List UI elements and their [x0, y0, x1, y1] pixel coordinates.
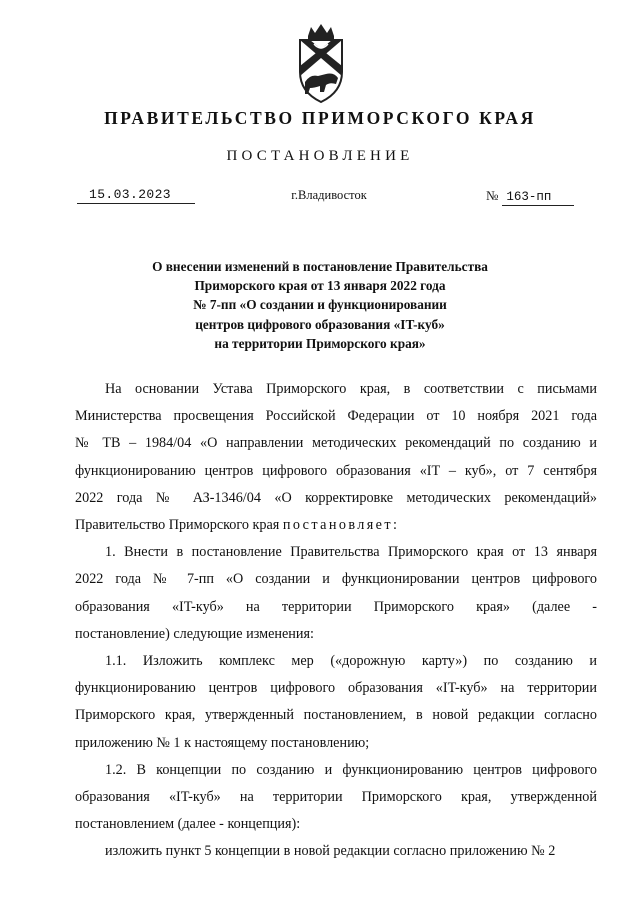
- document-city: г.Владивосток: [291, 188, 367, 202]
- body-line: образования «IT-куб» на территории Приморского края, утвержденной: [75, 789, 597, 806]
- body-line: [75, 512, 597, 539]
- body-line: приложению № 1 к настоящему постановлению;: [75, 734, 370, 751]
- body-line: постановлением (далее - концепция):: [75, 816, 301, 833]
- body-line: функционированию центров цифрового образования «IT – куб», от 7 сентября: [75, 462, 597, 479]
- body-line: функционированию центров цифрового образования «IT-куб» на территории: [75, 680, 597, 697]
- coat-of-arms-emblem: [296, 22, 346, 104]
- document-number: 163-пп: [502, 190, 574, 206]
- body-line: изложить пункт 5 концепции в новой редакции согласно приложению № 2: [105, 843, 556, 860]
- document-subject: [120, 257, 520, 353]
- subject-line: на территории Приморского края»: [214, 335, 426, 351]
- subject-line: № 7-пп «О создании и функционировании: [193, 297, 447, 313]
- body-line: 1. Внести в постановление Правительства Приморского края от 13 января: [105, 544, 597, 561]
- government-title: ПРАВИТЕЛЬСТВО ПРИМОРСКОГО КРАЯ: [104, 108, 536, 128]
- body-line: 2022 года № АЗ-1346/04 «О корректировке методических рекомендаций»: [75, 489, 597, 506]
- resolution-verb: постановляет:: [282, 517, 400, 534]
- body-line: На основании Устава Приморского края, в соответствии с письмами: [105, 381, 597, 397]
- document-number-field: [486, 187, 582, 206]
- body-line: 1.2. В концепции по созданию и функционированию центров цифрового: [105, 761, 597, 778]
- document-body: [75, 376, 597, 866]
- body-line: постановление) следующие изменения:: [75, 625, 314, 642]
- body-line: Министерства просвещения Российской Федерации от 10 ноября 2021 года: [75, 408, 597, 425]
- body-line: № ТВ – 1984/04 «О направлении методических рекомендаций по созданию и: [75, 435, 597, 452]
- subject-line: О внесении изменений в постановление Правительства: [152, 259, 488, 274]
- body-line: 2022 года № 7-пп «О создании и функционировании центров цифрового: [75, 571, 597, 588]
- body-line: Приморского края, утвержденный постановлением, в новой редакции согласно: [75, 707, 597, 724]
- number-sign: №: [486, 188, 499, 203]
- resolution-subject: Правительство Приморского края: [75, 517, 280, 534]
- body-line: образования «IT-куб» на территории Приморского края» (далее -: [75, 598, 597, 615]
- document-type: ПОСТАНОВЛЕНИЕ: [226, 148, 414, 164]
- subject-line: Приморского края от 13 января 2022 года: [194, 278, 446, 294]
- subject-line: центров цифрового образования «IT-куб»: [195, 316, 445, 332]
- document-date: 15.03.2023: [77, 187, 195, 204]
- body-line: 1.1. Изложить комплекс мер («дорожную карту») по созданию и: [105, 653, 597, 670]
